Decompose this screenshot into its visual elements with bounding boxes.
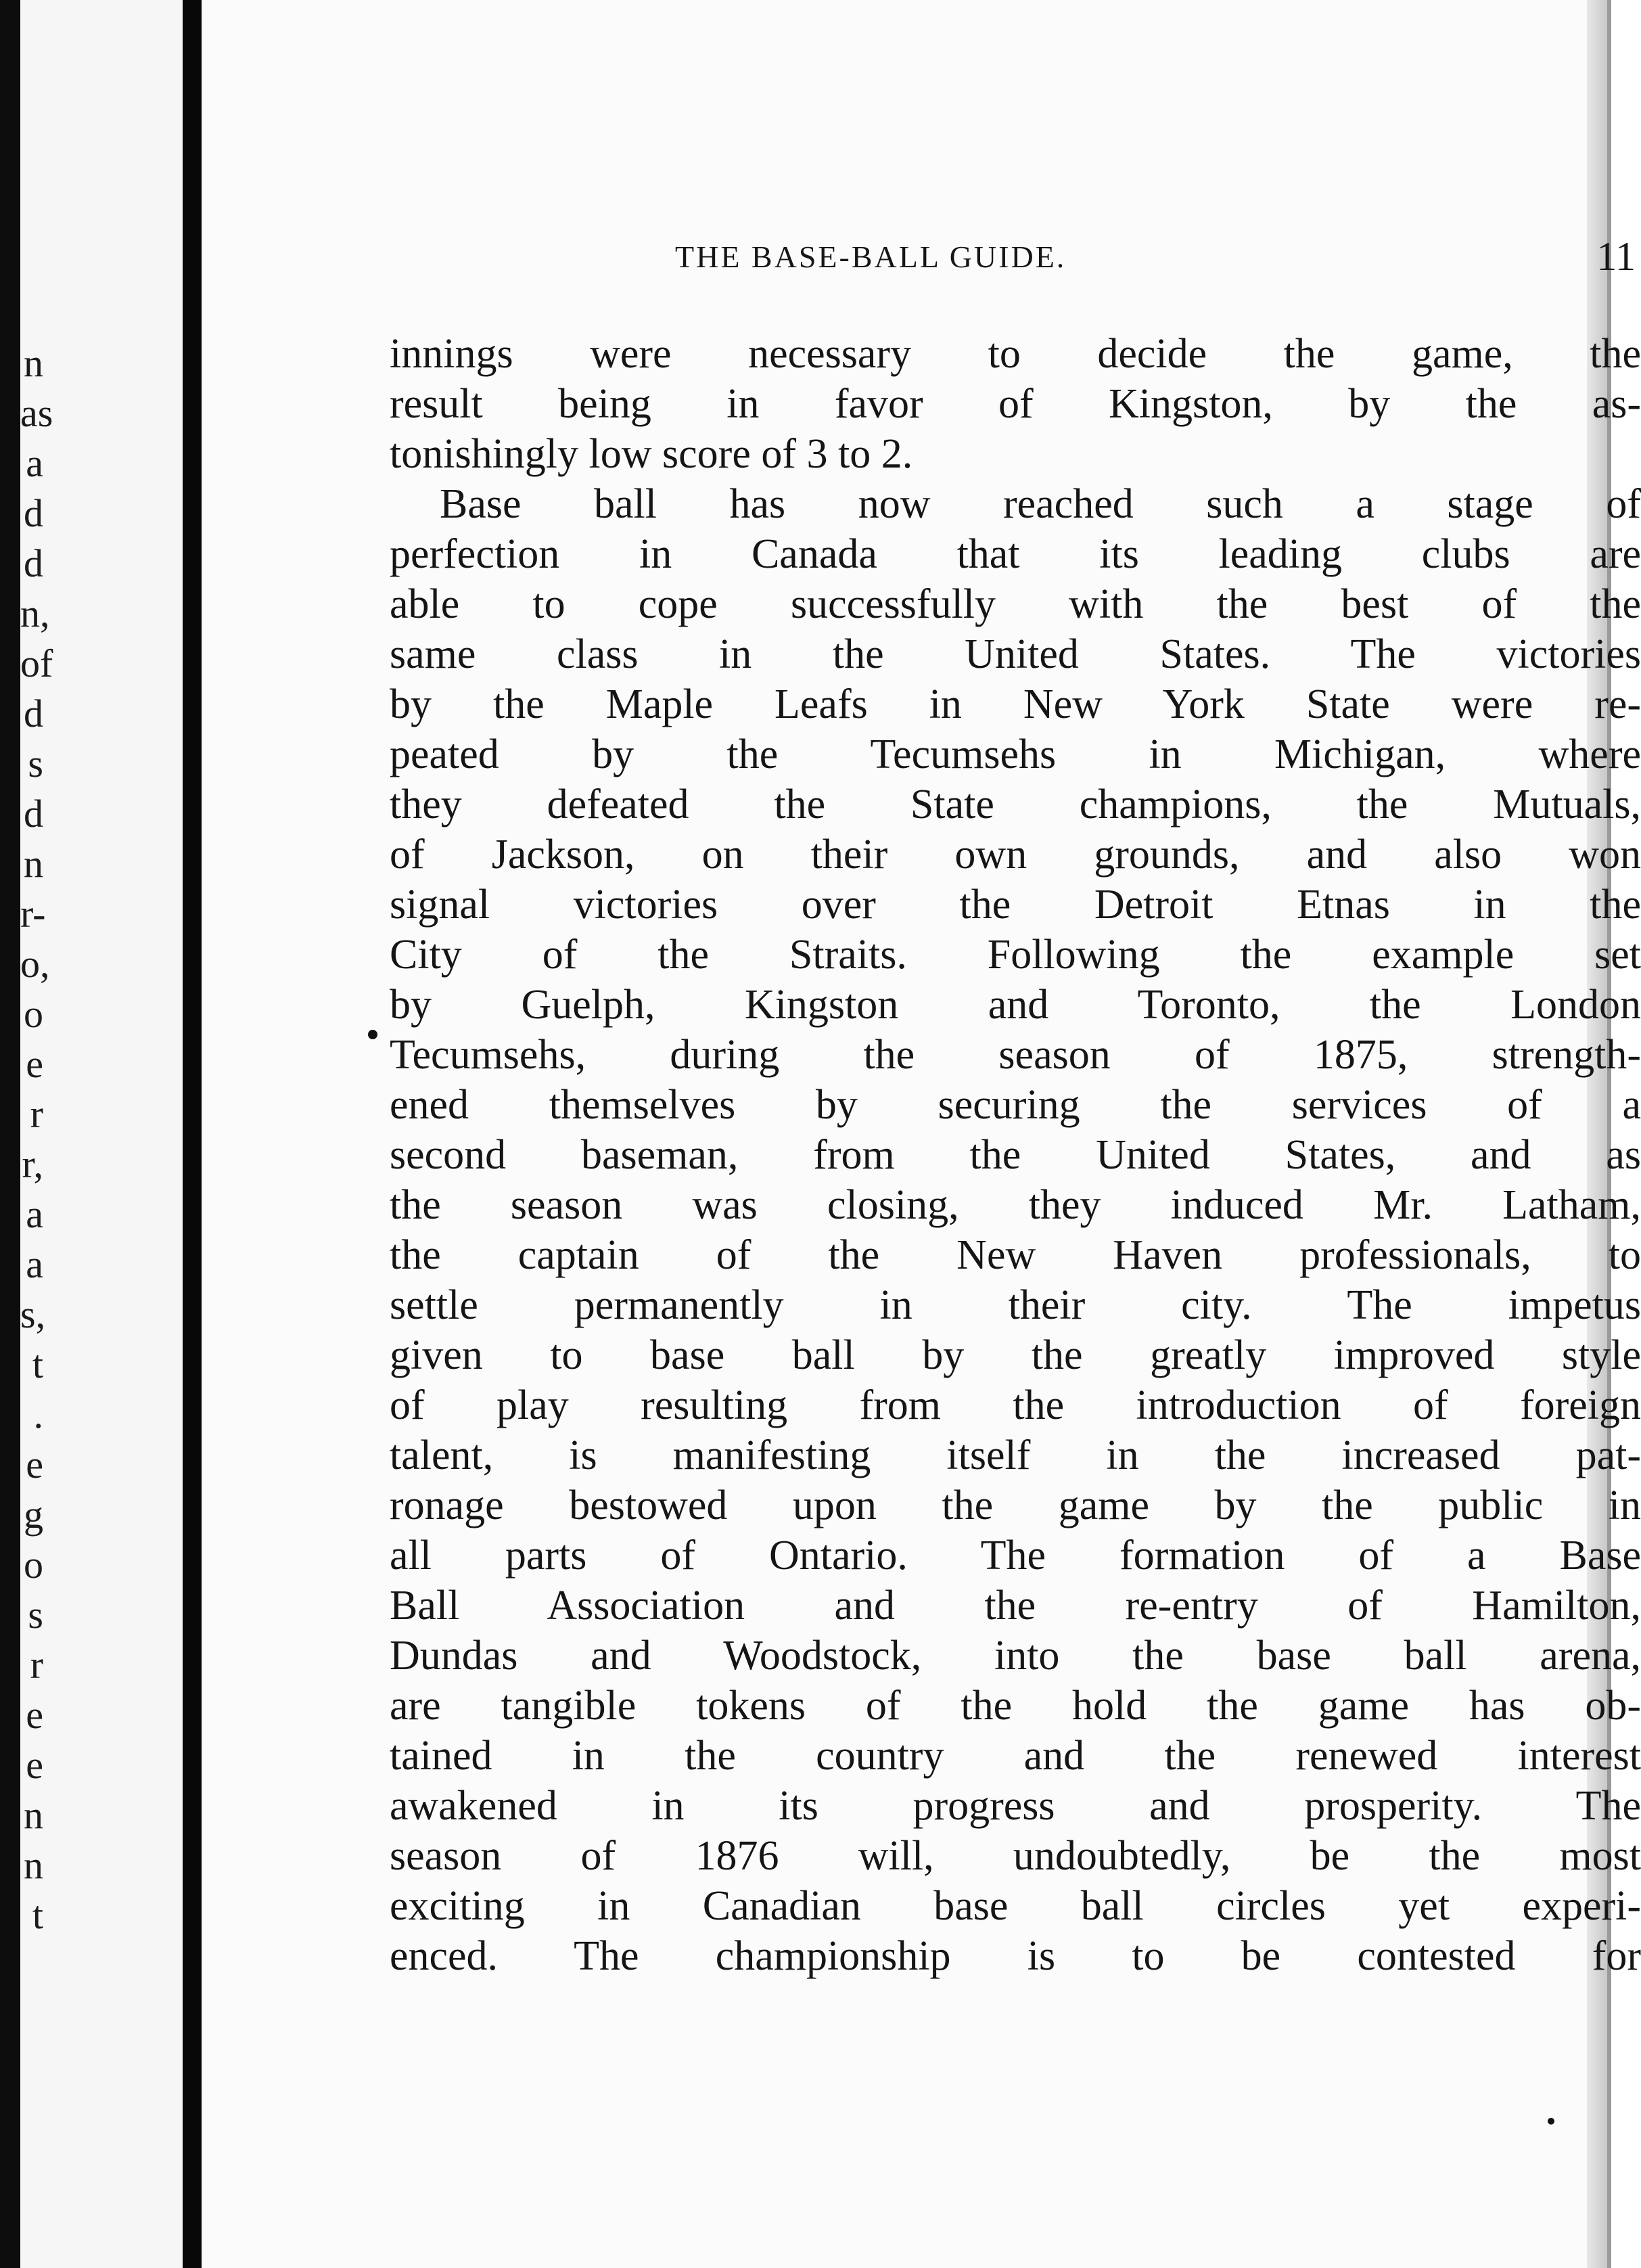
text-line: result being in favor of Kingston, by the as-: [390, 381, 1641, 427]
facing-fragment: s: [28, 742, 43, 786]
facing-fragment: e: [26, 1743, 43, 1787]
book-page: [202, 0, 1641, 2268]
text-line: ened themselves by securing the services of a: [390, 1082, 1641, 1128]
text-line: they defeated the State champions, the Mutuals,: [390, 781, 1641, 827]
text-line: tained in the country and the renewed interest: [390, 1733, 1641, 1779]
facing-fragment: a: [26, 1242, 43, 1286]
facing-fragment: r: [30, 1643, 43, 1687]
facing-fragment: n: [24, 1843, 43, 1887]
text-line: by Guelph, Kingston and Toronto, the London: [390, 982, 1641, 1028]
facing-fragment: a: [26, 441, 43, 485]
running-head: [675, 234, 1636, 279]
ink-speck: [1548, 2118, 1554, 2125]
facing-fragment: e: [26, 1693, 43, 1737]
text-line: Base ball has now reached such a stage of: [440, 481, 1641, 527]
text-line: ronage bestowed upon the game by the public in: [390, 1482, 1641, 1528]
facing-fragment: d: [24, 691, 43, 735]
body-text: [390, 329, 1641, 1981]
facing-fragment: n,: [20, 591, 50, 635]
text-line: Tecumsehs, during the season of 1875, strength-: [390, 1032, 1641, 1078]
text-line: are tangible tokens of the hold the game has ob-: [390, 1683, 1641, 1729]
text-line: season of 1876 will, undoubtedly, be the most: [390, 1833, 1641, 1879]
text-line: settle permanently in their city. The impetus: [390, 1282, 1641, 1328]
facing-fragment: r,: [22, 1142, 43, 1186]
facing-fragment: n: [24, 842, 43, 886]
text-line: enced. The championship is to be contested for: [390, 1933, 1641, 1979]
facing-fragment: r-: [20, 892, 46, 936]
ink-speck: [368, 1030, 377, 1039]
facing-fragment: n: [24, 1793, 43, 1837]
text-line: peated by the Tecumsehs in Michigan, where: [390, 731, 1641, 777]
text-line: second baseman, from the United States, and as: [390, 1132, 1641, 1178]
text-line: of Jackson, on their own grounds, and also won: [390, 832, 1641, 878]
page-gutter: [183, 0, 202, 2268]
binding-edge: [0, 0, 20, 2268]
facing-fragment: of: [20, 641, 53, 685]
facing-fragment: n: [24, 341, 43, 385]
text-line: signal victories over the Detroit Etnas in the: [390, 882, 1641, 928]
facing-fragment: as: [20, 391, 53, 435]
text-line: of play resulting from the introduction of foreign: [390, 1382, 1641, 1428]
facing-fragment: .: [33, 1392, 43, 1436]
facing-fragment: e: [26, 1042, 43, 1086]
facing-fragment: g: [24, 1493, 43, 1537]
running-title: THE BASE-BALL GUIDE.: [675, 240, 1067, 274]
text-line: the season was closing, they induced Mr. Latham,: [390, 1182, 1641, 1228]
text-line: City of the Straits. Following the example set: [390, 932, 1641, 978]
text-line: same class in the United States. The victories: [390, 631, 1641, 677]
text-line: innings were necessary to decide the game, the: [390, 331, 1641, 377]
facing-fragment: s: [28, 1593, 43, 1637]
facing-fragment: d: [24, 541, 43, 585]
text-line: Ball Association and the re-entry of Hamilton,: [390, 1583, 1641, 1629]
text-line: perfection in Canada that its leading clubs are: [390, 531, 1641, 577]
text-line: awakened in its progress and prosperity. The: [390, 1783, 1641, 1829]
facing-fragment: s,: [20, 1292, 46, 1336]
text-line: the captain of the New Haven professionals, to: [390, 1232, 1641, 1278]
facing-page: [20, 0, 183, 2268]
text-line: talent, is manifesting itself in the increased pat-: [390, 1432, 1641, 1478]
text-line: given to base ball by the greatly improved style: [390, 1332, 1641, 1378]
text-line: exciting in Canadian base ball circles yet experi-: [390, 1883, 1641, 1929]
facing-fragment: o: [24, 1543, 43, 1587]
facing-page-text: [20, 338, 183, 1941]
facing-fragment: o,: [20, 942, 50, 986]
page-number: 11: [1596, 234, 1636, 279]
text-line: able to cope successfully with the best of the: [390, 581, 1641, 627]
text-line: tonishingly low score of 3 to 2.: [390, 431, 913, 477]
text-line: by the Maple Leafs in New York State were re-: [390, 681, 1641, 727]
facing-fragment: t: [32, 1342, 43, 1386]
facing-fragment: a: [26, 1192, 43, 1236]
facing-fragment: o: [24, 992, 43, 1036]
facing-fragment: d: [24, 792, 43, 836]
facing-fragment: t: [32, 1893, 43, 1937]
facing-fragment: r: [30, 1092, 43, 1136]
facing-fragment: d: [24, 491, 43, 535]
text-line: Dundas and Woodstock, into the base ball arena,: [390, 1633, 1641, 1679]
text-line: all parts of Ontario. The formation of a Base: [390, 1533, 1641, 1579]
facing-fragment: e: [26, 1443, 43, 1487]
